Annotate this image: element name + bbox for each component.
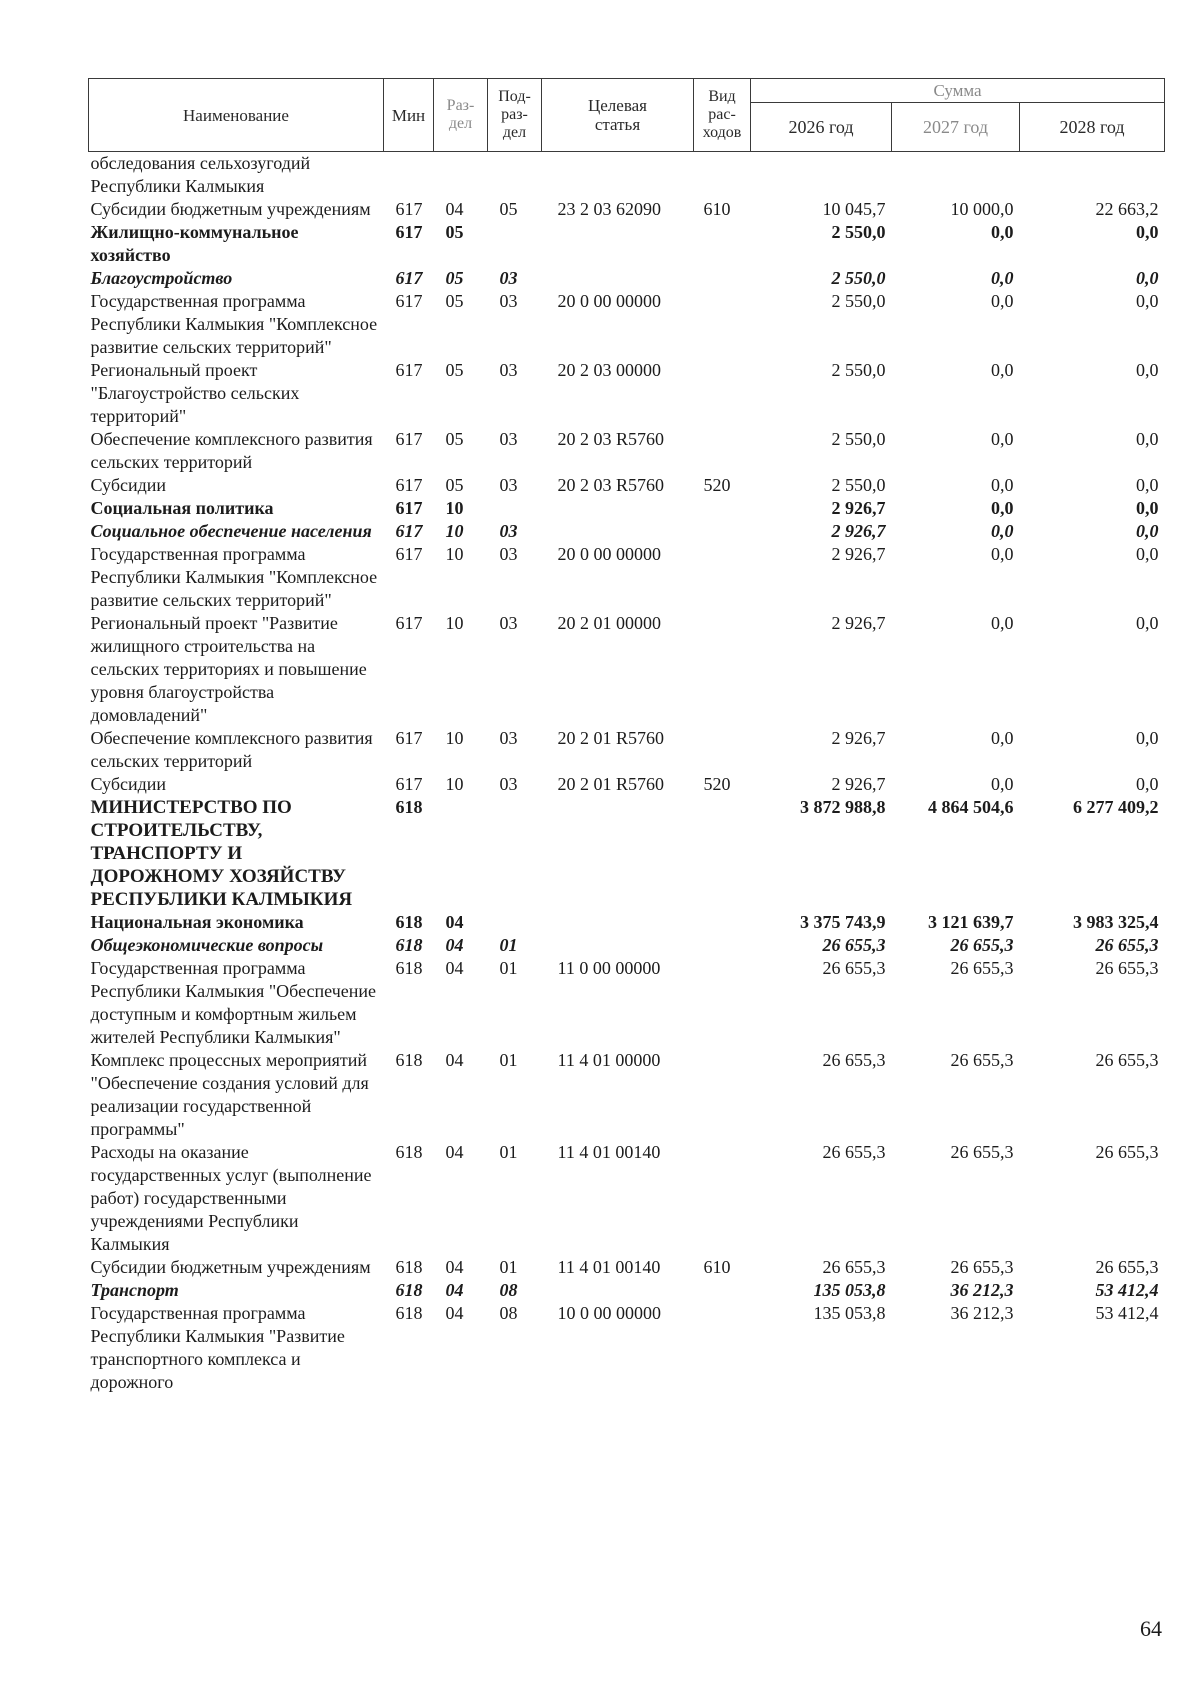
- cell-razdel: 05: [445, 360, 464, 380]
- cell-razdel: [434, 152, 488, 199]
- cell-razdel: 04: [445, 1303, 464, 1323]
- cell-sum-2028: 0,0: [1136, 291, 1159, 311]
- cell-min: 617: [395, 222, 423, 242]
- cell-celevaya: 20 2 03 R5760: [557, 429, 665, 449]
- table-row: [89, 957, 1165, 1049]
- cell-vid: [694, 359, 751, 428]
- cell-min: 618: [395, 1142, 423, 1162]
- cell-sum-2027: 0,0: [991, 475, 1014, 495]
- cell-podrazdel: [488, 497, 542, 520]
- cell-vid: [694, 1049, 751, 1141]
- cell-sum-2028: 0,0: [1136, 774, 1159, 794]
- cell-sum-2028: 0,0: [1136, 360, 1159, 380]
- header-podrazdel: [488, 79, 542, 152]
- cell-razdel: 04: [445, 935, 464, 955]
- cell-sum-2026: 2 926,7: [831, 498, 886, 518]
- cell-celevaya: 10 0 00 00000: [557, 1303, 661, 1323]
- cell-min: 617: [395, 521, 423, 541]
- cell-celevaya: 20 2 01 R5760: [557, 728, 665, 748]
- cell-celevaya: 20 0 00 00000: [557, 544, 661, 564]
- cell-podrazdel: 03: [499, 521, 518, 541]
- cell-razdel: 04: [445, 1142, 464, 1162]
- header-2028: 2028 год: [1020, 103, 1165, 152]
- cell-podrazdel: 03: [499, 291, 518, 311]
- cell-podrazdel: [488, 221, 542, 267]
- cell-sum-2028: 0,0: [1136, 222, 1159, 242]
- cell-podrazdel: 05: [499, 199, 518, 219]
- cell-vid: [694, 1302, 751, 1394]
- cell-podrazdel: 03: [499, 268, 518, 288]
- cell-sum-2027: 4 864 504,6: [928, 797, 1014, 817]
- table-row: [89, 612, 1165, 727]
- cell-podrazdel: 08: [499, 1280, 518, 1300]
- cell-sum-2028: 0,0: [1136, 544, 1159, 564]
- cell-sum-2027: 0,0: [991, 429, 1014, 449]
- cell-sum-2028: 26 655,3: [1095, 935, 1159, 955]
- cell-name: Общеэкономические вопросы: [90, 935, 324, 955]
- cell-sum-2028: 0,0: [1136, 613, 1159, 633]
- table-row: [89, 911, 1165, 934]
- cell-vid: [694, 727, 751, 773]
- table-row: [89, 1302, 1165, 1394]
- cell-vid: [694, 934, 751, 957]
- cell-min: 618: [395, 935, 423, 955]
- cell-name: Региональный проект "Развитие жилищного строительства на сельских территориях и повышение уровня благоустройства домовладений": [90, 613, 367, 725]
- cell-razdel: 05: [445, 475, 464, 495]
- cell-sum-2027: 26 655,3: [950, 935, 1014, 955]
- cell-min: 618: [395, 1303, 423, 1323]
- cell-name: Государственная программа Республики Калмыкия "Комплексное развитие сельских территорий": [90, 291, 378, 357]
- cell-razdel: 04: [445, 1280, 464, 1300]
- cell-celevaya: [542, 221, 694, 267]
- header-celevaya: [542, 79, 694, 152]
- cell-sum-2026: 2 926,7: [831, 613, 886, 633]
- cell-min: 617: [395, 199, 423, 219]
- table-row: [89, 359, 1165, 428]
- budget-table: [88, 78, 1165, 1394]
- cell-min: 618: [395, 1280, 423, 1300]
- cell-sum-2027: 0,0: [991, 360, 1014, 380]
- cell-sum-2028: 6 277 409,2: [1073, 797, 1159, 817]
- table-body: [89, 152, 1165, 1395]
- cell-sum-2027: 0,0: [991, 268, 1014, 288]
- page-number: 64: [1140, 1616, 1162, 1641]
- cell-razdel: 05: [445, 268, 464, 288]
- cell-sum-2027: 0,0: [991, 728, 1014, 748]
- table-row: [89, 773, 1165, 796]
- cell-sum-2027: 0,0: [991, 774, 1014, 794]
- cell-celevaya: 11 4 01 00140: [557, 1257, 661, 1277]
- header-razdel: [434, 79, 488, 152]
- cell-sum-2026: 135 053,8: [813, 1303, 886, 1323]
- cell-celevaya: 20 2 01 R5760: [557, 774, 665, 794]
- cell-sum-2027: 3 121 639,7: [928, 912, 1014, 932]
- header-min: Мин: [384, 79, 434, 152]
- cell-razdel: 10: [445, 774, 464, 794]
- cell-podrazdel: 03: [499, 613, 518, 633]
- cell-min: 617: [395, 475, 423, 495]
- cell-sum-2026: 135 053,8: [813, 1280, 886, 1300]
- cell-podrazdel: 08: [499, 1303, 518, 1323]
- cell-celevaya: 20 2 03 R5760: [557, 475, 665, 495]
- table-row: [89, 520, 1165, 543]
- table-row: [89, 934, 1165, 957]
- cell-podrazdel: 01: [499, 1257, 518, 1277]
- cell-min: [384, 152, 434, 199]
- cell-razdel: 10: [445, 498, 464, 518]
- cell-vid: [694, 428, 751, 474]
- header-celevaya-label: Целевая статья: [587, 96, 648, 134]
- cell-vid: [694, 911, 751, 934]
- cell-name: Национальная экономика: [90, 912, 304, 932]
- cell-sum-2026: 26 655,3: [822, 935, 886, 955]
- cell-razdel: 10: [445, 544, 464, 564]
- cell-min: 617: [395, 268, 423, 288]
- cell-vid: [694, 497, 751, 520]
- cell-sum-2028: 0,0: [1136, 429, 1159, 449]
- cell-min: 617: [395, 360, 423, 380]
- cell-podrazdel: [488, 796, 542, 911]
- table-row: [89, 221, 1165, 267]
- table-row: [89, 474, 1165, 497]
- cell-min: 618: [395, 912, 423, 932]
- cell-vid: [694, 152, 751, 199]
- cell-sum-2028: 0,0: [1136, 728, 1159, 748]
- cell-sum-2028: 53 412,4: [1095, 1303, 1159, 1323]
- cell-sum-2028: 0,0: [1136, 498, 1159, 518]
- cell-vid: 610: [703, 199, 731, 219]
- cell-name: Субсидии: [90, 774, 167, 794]
- cell-sum-2028: 26 655,3: [1095, 958, 1159, 978]
- cell-podrazdel: 03: [499, 774, 518, 794]
- cell-vid: [694, 1141, 751, 1256]
- table-row: [89, 1256, 1165, 1279]
- cell-min: 618: [395, 1257, 423, 1277]
- cell-podrazdel: 01: [499, 935, 518, 955]
- cell-vid: [694, 1279, 751, 1302]
- cell-vid: [694, 267, 751, 290]
- cell-celevaya: [542, 497, 694, 520]
- cell-sum-2028: 0,0: [1136, 268, 1159, 288]
- cell-celevaya: [542, 911, 694, 934]
- cell-vid: 610: [703, 1257, 731, 1277]
- cell-min: 617: [395, 429, 423, 449]
- cell-sum-2026: 2 550,0: [831, 222, 886, 242]
- cell-celevaya: 23 2 03 62090: [557, 199, 661, 219]
- cell-celevaya: [542, 520, 694, 543]
- cell-sum-2026: 2 926,7: [831, 774, 886, 794]
- cell-sum-2027: 36 212,3: [950, 1303, 1014, 1323]
- cell-celevaya: 11 0 00 00000: [557, 958, 661, 978]
- cell-sum-2027: 0,0: [991, 544, 1014, 564]
- cell-sum-2026: 3 872 988,8: [800, 797, 886, 817]
- cell-celevaya: 11 4 01 00140: [557, 1142, 661, 1162]
- cell-sum-2026: 2 550,0: [831, 429, 886, 449]
- cell-sum-2026: 26 655,3: [822, 1050, 886, 1070]
- header-2026: 2026 год: [751, 103, 892, 152]
- cell-podrazdel: 03: [499, 728, 518, 748]
- cell-sum-2026: 26 655,3: [822, 1257, 886, 1277]
- cell-name: Обеспечение комплексного развития сельских территорий: [90, 728, 373, 771]
- cell-celevaya: 20 2 01 00000: [557, 613, 661, 633]
- cell-vid: [694, 520, 751, 543]
- cell-razdel: 05: [445, 222, 464, 242]
- cell-name: Благоустройство: [90, 268, 233, 288]
- cell-celevaya: [542, 796, 694, 911]
- header-razdel-label: Раз- дел: [446, 97, 475, 132]
- cell-name: Государственная программа Республики Калмыкия "Комплексное развитие сельских территорий": [90, 544, 378, 610]
- cell-vid: [694, 957, 751, 1049]
- table-row: [89, 198, 1165, 221]
- cell-podrazdel: [488, 152, 542, 199]
- cell-sum-2028: 26 655,3: [1095, 1142, 1159, 1162]
- table-row: [89, 1049, 1165, 1141]
- cell-sum-2027: 0,0: [991, 521, 1014, 541]
- cell-sum-2026: 26 655,3: [822, 1142, 886, 1162]
- cell-name: Субсидии: [90, 475, 167, 495]
- cell-vid: [694, 290, 751, 359]
- cell-min: 617: [395, 613, 423, 633]
- cell-sum-2026: 3 375 743,9: [800, 912, 886, 932]
- header-name: Наименование: [89, 79, 384, 152]
- header-vid: [694, 79, 751, 152]
- cell-sum-2028: 0,0: [1136, 475, 1159, 495]
- table-row: [89, 727, 1165, 773]
- cell-min: 618: [395, 797, 423, 817]
- cell-razdel: [434, 796, 488, 911]
- cell-sum-2027: 10 000,0: [950, 199, 1014, 219]
- cell-sum-2028: 26 655,3: [1095, 1050, 1159, 1070]
- cell-sum-2027: [892, 152, 1020, 199]
- table-row: [89, 543, 1165, 612]
- table-row: [89, 152, 1165, 199]
- cell-razdel: 05: [445, 429, 464, 449]
- cell-sum-2026: 26 655,3: [822, 958, 886, 978]
- cell-sum-2026: [751, 152, 892, 199]
- cell-name: Субсидии бюджетным учреждениям: [90, 1257, 371, 1277]
- cell-celevaya: 11 4 01 00000: [557, 1050, 661, 1070]
- header-vid-label: Вид рас- ходов: [702, 88, 742, 141]
- cell-celevaya: 20 2 03 00000: [557, 360, 661, 380]
- cell-celevaya: [542, 934, 694, 957]
- cell-podrazdel: 03: [499, 429, 518, 449]
- cell-razdel: 10: [445, 521, 464, 541]
- cell-name: МИНИСТЕРСТВО ПО СТРОИТЕЛЬСТВУ, ТРАНСПОРТУ И ДОРОЖНОМУ ХОЗЯЙСТВУ РЕСПУБЛИКИ КАЛМЫКИЯ: [90, 797, 353, 910]
- table-row: [89, 1141, 1165, 1256]
- cell-razdel: 04: [445, 912, 464, 932]
- cell-sum-2028: 0,0: [1136, 521, 1159, 541]
- cell-razdel: 04: [445, 199, 464, 219]
- cell-sum-2027: 26 655,3: [950, 958, 1014, 978]
- cell-sum-2028: 26 655,3: [1095, 1257, 1159, 1277]
- cell-name: Транспорт: [90, 1280, 179, 1300]
- cell-sum-2027: 26 655,3: [950, 1257, 1014, 1277]
- cell-sum-2026: 2 926,7: [831, 544, 886, 564]
- header-2027: 2027 год: [892, 103, 1020, 152]
- cell-name: Социальное обеспечение населения: [90, 521, 372, 541]
- cell-podrazdel: 03: [499, 544, 518, 564]
- cell-razdel: 04: [445, 958, 464, 978]
- header-summa: Сумма: [751, 79, 1165, 103]
- cell-sum-2026: 2 550,0: [831, 291, 886, 311]
- cell-razdel: 10: [445, 613, 464, 633]
- cell-name: Расходы на оказание государственных услуг (выполнение работ) государственными учреждениями Республики Калмыкия: [90, 1142, 372, 1254]
- cell-sum-2028: 3 983 325,4: [1073, 912, 1159, 932]
- cell-sum-2026: 2 926,7: [831, 521, 886, 541]
- cell-min: 617: [395, 728, 423, 748]
- cell-celevaya: [542, 1279, 694, 1302]
- cell-sum-2027: 0,0: [991, 613, 1014, 633]
- cell-celevaya: [542, 152, 694, 199]
- cell-name: Обеспечение комплексного развития сельских территорий: [90, 429, 373, 472]
- cell-name: Региональный проект "Благоустройство сельских территорий": [90, 360, 300, 426]
- cell-min: 617: [395, 291, 423, 311]
- cell-sum-2027: 0,0: [991, 291, 1014, 311]
- cell-sum-2026: 2 550,0: [831, 268, 886, 288]
- cell-sum-2028: 53 412,4: [1095, 1280, 1159, 1300]
- table-row: [89, 290, 1165, 359]
- cell-sum-2027: 0,0: [991, 222, 1014, 242]
- cell-name: Государственная программа Республики Калмыкия "Обеспечение доступным и комфортным жильем жителей Республики Калмыкия": [90, 958, 377, 1047]
- cell-vid: [694, 543, 751, 612]
- table-row: [89, 497, 1165, 520]
- cell-min: 617: [395, 544, 423, 564]
- cell-podrazdel: 01: [499, 1050, 518, 1070]
- cell-sum-2027: 26 655,3: [950, 1142, 1014, 1162]
- cell-razdel: 04: [445, 1050, 464, 1070]
- cell-vid: [694, 221, 751, 267]
- cell-sum-2027: 0,0: [991, 498, 1014, 518]
- table-row: [89, 796, 1165, 911]
- cell-sum-2026: 2 926,7: [831, 728, 886, 748]
- cell-sum-2027: 26 655,3: [950, 1050, 1014, 1070]
- cell-sum-2026: 2 550,0: [831, 475, 886, 495]
- cell-sum-2026: 10 045,7: [822, 199, 886, 219]
- cell-podrazdel: [488, 911, 542, 934]
- cell-name: Жилищно-коммунальное хозяйство: [90, 222, 299, 265]
- cell-sum-2026: 2 550,0: [831, 360, 886, 380]
- cell-min: 617: [395, 498, 423, 518]
- cell-razdel: 10: [445, 728, 464, 748]
- table-row: [89, 428, 1165, 474]
- header-podrazdel-label: Под- раз- дел: [498, 88, 531, 141]
- cell-min: 618: [395, 1050, 423, 1070]
- cell-podrazdel: 03: [499, 360, 518, 380]
- table-row: [89, 1279, 1165, 1302]
- cell-celevaya: 20 0 00 00000: [557, 291, 661, 311]
- cell-vid: [694, 796, 751, 911]
- cell-sum-2028: [1020, 152, 1165, 199]
- cell-name: Государственная программа Республики Калмыкия "Развитие транспортного комплекса и дорожного: [90, 1303, 345, 1392]
- cell-name: Социальная политика: [90, 498, 274, 518]
- cell-razdel: 04: [445, 1257, 464, 1277]
- cell-podrazdel: 01: [499, 958, 518, 978]
- cell-sum-2027: 36 212,3: [950, 1280, 1014, 1300]
- table-header: [89, 79, 1165, 152]
- cell-name: Комплекс процессных мероприятий "Обеспечение создания условий для реализации государственной программы": [90, 1050, 369, 1139]
- cell-vid: [694, 612, 751, 727]
- cell-name: обследования сельхозугодий Республики Калмыкия: [90, 153, 311, 196]
- cell-name: Субсидии бюджетным учреждениям: [90, 199, 371, 219]
- cell-podrazdel: 01: [499, 1142, 518, 1162]
- cell-min: 617: [395, 774, 423, 794]
- cell-podrazdel: 03: [499, 475, 518, 495]
- cell-celevaya: [542, 267, 694, 290]
- cell-razdel: 05: [445, 291, 464, 311]
- cell-vid: 520: [703, 475, 731, 495]
- cell-min: 618: [395, 958, 423, 978]
- table-row: [89, 267, 1165, 290]
- cell-vid: 520: [703, 774, 731, 794]
- cell-sum-2028: 22 663,2: [1095, 199, 1159, 219]
